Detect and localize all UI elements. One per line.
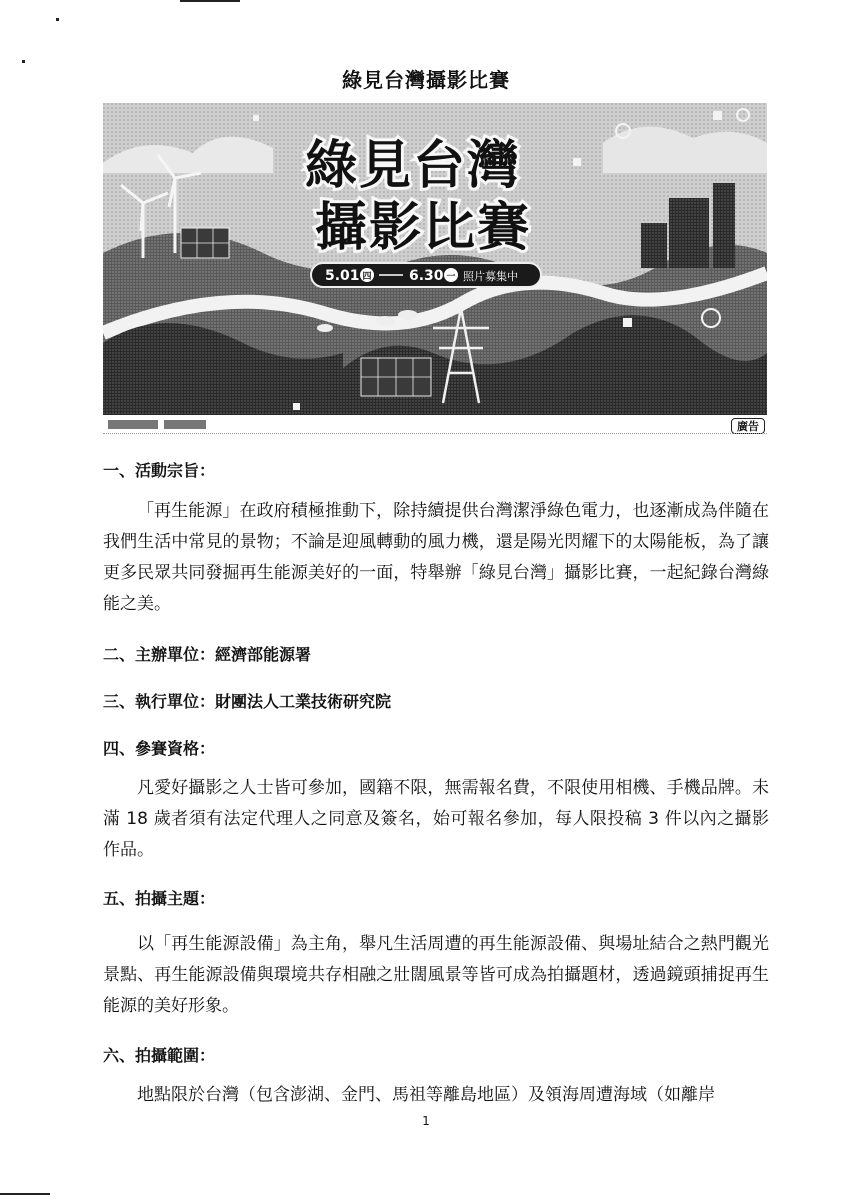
banner-date-end-day: 一 xyxy=(446,272,456,282)
section-body-scope: 地點限於台灣（包含澎湖、金門、馬祖等離島地區）及領海周遭海域（如離岸 xyxy=(137,1085,715,1105)
scan-mark xyxy=(180,0,240,2)
banner-illustration xyxy=(103,103,767,415)
document-title: 綠見台灣攝影比賽 xyxy=(342,68,510,92)
section-body-theme: 以「再生能源設備」為主角，舉凡生活周遭的再生能源設備、與場址結合之熱門觀光景點、再生能源設備與環境共存相融之壯闊風景等皆可成為拍攝題材，透過鏡頭捕捉再生能源的美好形象。 xyxy=(103,934,769,1016)
section-heading-organizer: 二、主辦單位：經濟部能源署 xyxy=(103,645,312,664)
scan-mark xyxy=(56,18,59,21)
section-body-purpose: 「再生能源」在政府積極推動下，除持續提供台灣潔淨綠色電力，也逐漸成為伴隨在我們生活中常見的景物；不論是迎風轉動的風力機，還是陽光閃耀下的太陽能板，為了讓更多民眾共同發掘再生能源美好的一面，特舉辦「綠見台灣」攝影比賽，一起紀錄台灣綠能之美。 xyxy=(103,501,769,614)
section-heading-purpose: 一、活動宗旨： xyxy=(103,461,216,480)
contest-banner xyxy=(103,103,767,415)
banner-date-end: 6.30 xyxy=(409,268,444,284)
section-heading-eligibility: 四、參賽資格： xyxy=(103,739,216,758)
section-heading-scope: 六、拍攝範圍： xyxy=(103,1046,216,1065)
banner-separator xyxy=(103,433,767,434)
itri-logo xyxy=(164,420,206,429)
banner-title-line1: 綠見台灣 xyxy=(304,136,522,196)
scan-mark xyxy=(0,1193,50,1195)
section-heading-theme: 五、拍攝主題： xyxy=(103,889,216,908)
banner-title-line2: 攝影比賽 xyxy=(314,198,532,258)
ministry-logo xyxy=(108,420,158,429)
section-body-eligibility: 凡愛好攝影之人士皆可參加，國籍不限，無需報名費，不限使用相機、手機品牌。未滿 18 歲者須有法定代理人之同意及簽名，始可報名參加，每人限投稿 3 件以內之攝影作品。 xyxy=(103,778,769,860)
scan-mark xyxy=(22,60,25,63)
banner-date-start-day: 四 xyxy=(362,272,372,282)
banner-tagline: 照片募集中 xyxy=(463,270,518,283)
ad-badge: 廣告 xyxy=(731,418,765,434)
sponsor-logos xyxy=(108,417,206,431)
page-number: 1 xyxy=(422,1114,430,1128)
section-heading-executor: 三、執行單位：財團法人工業技術研究院 xyxy=(103,692,392,711)
banner-date-start: 5.01 xyxy=(325,268,360,284)
